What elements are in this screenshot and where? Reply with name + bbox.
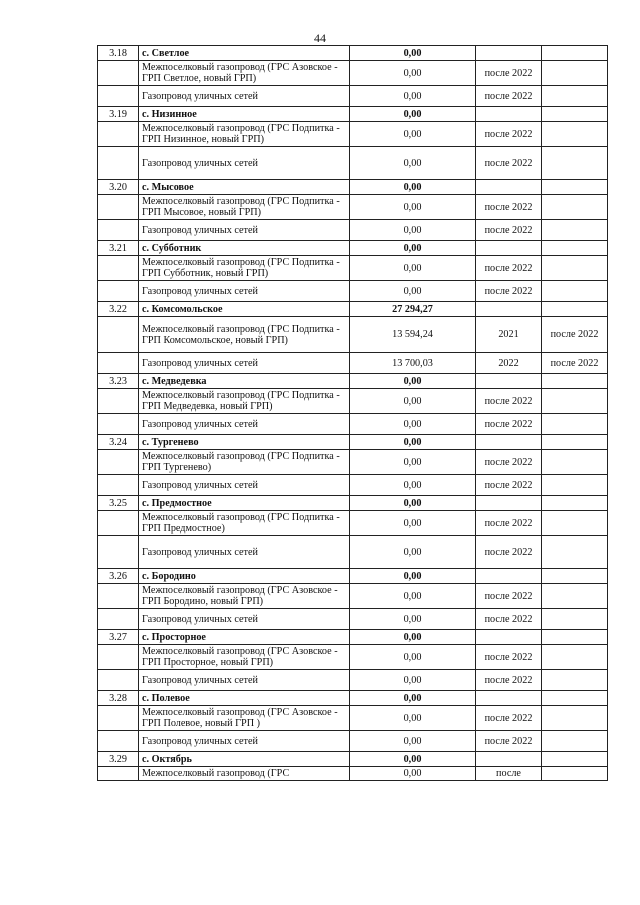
table-row bbox=[98, 536, 608, 569]
year-cell bbox=[542, 46, 608, 61]
year-cell: после 2022 bbox=[476, 536, 542, 569]
amount-cell: 0,00 bbox=[350, 374, 476, 389]
year-cell: после 2022 bbox=[476, 450, 542, 475]
table-row bbox=[98, 706, 608, 731]
year-cell bbox=[476, 374, 542, 389]
year-cell: после 2022 bbox=[476, 731, 542, 752]
table-row bbox=[98, 220, 608, 241]
object-name-cell: с. Тургенево bbox=[139, 435, 350, 450]
year-cell: после 2022 bbox=[476, 281, 542, 302]
year-cell: после 2022 bbox=[476, 86, 542, 107]
year-cell bbox=[476, 180, 542, 195]
row-number-cell bbox=[98, 645, 139, 670]
row-number-cell bbox=[98, 389, 139, 414]
amount-cell: 0,00 bbox=[350, 706, 476, 731]
year-cell bbox=[542, 374, 608, 389]
row-number-cell: 3.20 bbox=[98, 180, 139, 195]
settlement-header-row bbox=[98, 302, 608, 317]
year-cell: после 2022 bbox=[542, 353, 608, 374]
year-cell: после 2022 bbox=[476, 584, 542, 609]
amount-cell: 0,00 bbox=[350, 86, 476, 107]
row-number-cell: 3.25 bbox=[98, 496, 139, 511]
year-cell: после 2022 bbox=[476, 61, 542, 86]
row-number-cell bbox=[98, 61, 139, 86]
amount-cell: 0,00 bbox=[350, 414, 476, 435]
amount-cell: 27 294,27 bbox=[350, 302, 476, 317]
row-number-cell bbox=[98, 220, 139, 241]
year-cell bbox=[542, 691, 608, 706]
year-cell bbox=[542, 220, 608, 241]
year-cell bbox=[476, 241, 542, 256]
row-number-cell: 3.18 bbox=[98, 46, 139, 61]
year-cell bbox=[542, 752, 608, 767]
object-name-cell: Газопровод уличных сетей bbox=[139, 731, 350, 752]
amount-cell: 13 594,24 bbox=[350, 317, 476, 353]
amount-cell: 0,00 bbox=[350, 731, 476, 752]
year-cell bbox=[542, 389, 608, 414]
year-cell: после 2022 bbox=[476, 706, 542, 731]
object-name-cell: с. Мысовое bbox=[139, 180, 350, 195]
row-number-cell: 3.27 bbox=[98, 630, 139, 645]
amount-cell: 0,00 bbox=[350, 584, 476, 609]
year-cell: после 2022 bbox=[476, 511, 542, 536]
row-number-cell: 3.26 bbox=[98, 569, 139, 584]
amount-cell: 0,00 bbox=[350, 569, 476, 584]
row-number-cell bbox=[98, 147, 139, 180]
year-cell: после 2022 bbox=[476, 256, 542, 281]
object-name-cell: Газопровод уличных сетей bbox=[139, 475, 350, 496]
year-cell bbox=[542, 645, 608, 670]
year-cell: после 2022 bbox=[542, 317, 608, 353]
year-cell bbox=[476, 435, 542, 450]
object-name-cell: с. Бородино bbox=[139, 569, 350, 584]
row-number-cell bbox=[98, 317, 139, 353]
table-row bbox=[98, 195, 608, 220]
year-cell bbox=[542, 122, 608, 147]
year-cell bbox=[542, 511, 608, 536]
row-number-cell bbox=[98, 731, 139, 752]
object-name-cell: Газопровод уличных сетей bbox=[139, 281, 350, 302]
object-name-cell: с. Комсомольское bbox=[139, 302, 350, 317]
object-name-cell: Межпоселковый газопровод (ГРС bbox=[139, 767, 350, 781]
year-cell bbox=[542, 630, 608, 645]
amount-cell: 0,00 bbox=[350, 630, 476, 645]
amount-cell: 0,00 bbox=[350, 609, 476, 630]
row-number-cell bbox=[98, 475, 139, 496]
settlement-header-row bbox=[98, 496, 608, 511]
year-cell bbox=[476, 46, 542, 61]
row-number-cell bbox=[98, 767, 139, 781]
amount-cell: 0,00 bbox=[350, 256, 476, 281]
amount-cell: 0,00 bbox=[350, 195, 476, 220]
settlement-header-row bbox=[98, 569, 608, 584]
year-cell bbox=[542, 767, 608, 781]
year-cell: 2021 bbox=[476, 317, 542, 353]
row-number-cell bbox=[98, 195, 139, 220]
year-cell bbox=[542, 706, 608, 731]
table-row bbox=[98, 609, 608, 630]
object-name-cell: Газопровод уличных сетей bbox=[139, 147, 350, 180]
object-name-cell: Газопровод уличных сетей bbox=[139, 414, 350, 435]
table-row bbox=[98, 475, 608, 496]
year-cell: после 2022 bbox=[476, 195, 542, 220]
year-cell bbox=[476, 630, 542, 645]
row-number-cell bbox=[98, 281, 139, 302]
amount-cell: 0,00 bbox=[350, 122, 476, 147]
object-name-cell: Газопровод уличных сетей bbox=[139, 609, 350, 630]
table-row bbox=[98, 122, 608, 147]
year-cell bbox=[476, 691, 542, 706]
object-name-cell: с. Октябрь bbox=[139, 752, 350, 767]
row-number-cell bbox=[98, 706, 139, 731]
table-row bbox=[98, 584, 608, 609]
year-cell bbox=[542, 475, 608, 496]
object-name-cell: с. Низинное bbox=[139, 107, 350, 122]
table-body bbox=[98, 46, 608, 781]
object-name-cell: Газопровод уличных сетей bbox=[139, 86, 350, 107]
year-cell bbox=[542, 147, 608, 180]
amount-cell: 13 700,03 bbox=[350, 353, 476, 374]
object-name-cell: Межпоселковый газопровод (ГРС Подпитка - ГРП Тургенево) bbox=[139, 450, 350, 475]
year-cell bbox=[476, 569, 542, 584]
object-name-cell: Газопровод уличных сетей bbox=[139, 536, 350, 569]
object-name-cell: Межпоселковый газопровод (ГРС Подпитка - ГРП Низинное, новый ГРП) bbox=[139, 122, 350, 147]
year-cell: после 2022 bbox=[476, 645, 542, 670]
row-number-cell bbox=[98, 511, 139, 536]
table-row bbox=[98, 450, 608, 475]
amount-cell: 0,00 bbox=[350, 435, 476, 450]
amount-cell: 0,00 bbox=[350, 220, 476, 241]
table-row bbox=[98, 389, 608, 414]
table-row bbox=[98, 414, 608, 435]
settlement-header-row bbox=[98, 374, 608, 389]
row-number-cell bbox=[98, 670, 139, 691]
row-number-cell: 3.29 bbox=[98, 752, 139, 767]
settlement-header-row bbox=[98, 630, 608, 645]
amount-cell: 0,00 bbox=[350, 147, 476, 180]
row-number-cell bbox=[98, 122, 139, 147]
row-number-cell bbox=[98, 353, 139, 374]
table-row bbox=[98, 767, 608, 781]
year-cell bbox=[542, 670, 608, 691]
year-cell bbox=[542, 281, 608, 302]
row-number-cell bbox=[98, 536, 139, 569]
amount-cell: 0,00 bbox=[350, 61, 476, 86]
object-name-cell: Межпоселковый газопровод (ГРС Подпитка - ГРП Субботник, новый ГРП) bbox=[139, 256, 350, 281]
year-cell: 2022 bbox=[476, 353, 542, 374]
year-cell bbox=[542, 241, 608, 256]
table-row bbox=[98, 353, 608, 374]
amount-cell: 0,00 bbox=[350, 536, 476, 569]
amount-cell: 0,00 bbox=[350, 645, 476, 670]
object-name-cell: Межпоселковый газопровод (ГРС Подпитка - ГРП Мысовое, новый ГРП) bbox=[139, 195, 350, 220]
settlement-header-row bbox=[98, 180, 608, 195]
settlement-header-row bbox=[98, 107, 608, 122]
object-name-cell: Межпоселковый газопровод (ГРС Подпитка - ГРП Предмостное) bbox=[139, 511, 350, 536]
year-cell: после 2022 bbox=[476, 414, 542, 435]
year-cell bbox=[542, 569, 608, 584]
table-row bbox=[98, 147, 608, 180]
year-cell bbox=[476, 496, 542, 511]
amount-cell: 0,00 bbox=[350, 767, 476, 781]
amount-cell: 0,00 bbox=[350, 389, 476, 414]
amount-cell: 0,00 bbox=[350, 496, 476, 511]
table-row bbox=[98, 731, 608, 752]
year-cell bbox=[542, 536, 608, 569]
object-name-cell: Межпоселковый газопровод (ГРС Азовское - ГРП Просторное, новый ГРП) bbox=[139, 645, 350, 670]
object-name-cell: Газопровод уличных сетей bbox=[139, 353, 350, 374]
object-name-cell: с. Полевое bbox=[139, 691, 350, 706]
year-cell bbox=[542, 496, 608, 511]
year-cell bbox=[542, 584, 608, 609]
settlement-header-row bbox=[98, 241, 608, 256]
year-cell: после 2022 bbox=[476, 220, 542, 241]
table-row bbox=[98, 317, 608, 353]
table-row bbox=[98, 645, 608, 670]
object-name-cell: Межпоселковый газопровод (ГРС Азовское - ГРП Бородино, новый ГРП) bbox=[139, 584, 350, 609]
row-number-cell: 3.19 bbox=[98, 107, 139, 122]
amount-cell: 0,00 bbox=[350, 180, 476, 195]
object-name-cell: Межпоселковый газопровод (ГРС Азовское - ГРП Полевое, новый ГРП ) bbox=[139, 706, 350, 731]
object-name-cell: Межпоселковый газопровод (ГРС Азовское - ГРП Светлое, новый ГРП) bbox=[139, 61, 350, 86]
year-cell: после 2022 bbox=[476, 670, 542, 691]
object-name-cell: с. Светлое bbox=[139, 46, 350, 61]
year-cell: после 2022 bbox=[476, 389, 542, 414]
settlement-header-row bbox=[98, 435, 608, 450]
object-name-cell: Межпоселковый газопровод (ГРС Подпитка - ГРП Медведевка, новый ГРП) bbox=[139, 389, 350, 414]
row-number-cell: 3.22 bbox=[98, 302, 139, 317]
amount-cell: 0,00 bbox=[350, 46, 476, 61]
object-name-cell: Межпоселковый газопровод (ГРС Подпитка - ГРП Комсомольское, новый ГРП) bbox=[139, 317, 350, 353]
year-cell: после 2022 bbox=[476, 147, 542, 180]
object-name-cell: Газопровод уличных сетей bbox=[139, 220, 350, 241]
gas-pipeline-table bbox=[97, 45, 608, 781]
year-cell bbox=[476, 302, 542, 317]
table-row bbox=[98, 86, 608, 107]
year-cell bbox=[476, 107, 542, 122]
settlement-header-row bbox=[98, 46, 608, 61]
year-cell bbox=[542, 107, 608, 122]
amount-cell: 0,00 bbox=[350, 281, 476, 302]
amount-cell: 0,00 bbox=[350, 450, 476, 475]
object-name-cell: с. Субботник bbox=[139, 241, 350, 256]
amount-cell: 0,00 bbox=[350, 475, 476, 496]
row-number-cell bbox=[98, 256, 139, 281]
year-cell: после 2022 bbox=[476, 475, 542, 496]
year-cell bbox=[542, 86, 608, 107]
year-cell bbox=[542, 609, 608, 630]
table-row bbox=[98, 670, 608, 691]
row-number-cell: 3.24 bbox=[98, 435, 139, 450]
year-cell bbox=[542, 435, 608, 450]
year-cell bbox=[476, 752, 542, 767]
row-number-cell: 3.21 bbox=[98, 241, 139, 256]
object-name-cell: с. Медведевка bbox=[139, 374, 350, 389]
object-name-cell: Газопровод уличных сетей bbox=[139, 670, 350, 691]
year-cell bbox=[542, 256, 608, 281]
year-cell bbox=[542, 61, 608, 86]
table-row bbox=[98, 61, 608, 86]
row-number-cell bbox=[98, 450, 139, 475]
row-number-cell: 3.23 bbox=[98, 374, 139, 389]
row-number-cell bbox=[98, 609, 139, 630]
year-cell bbox=[542, 731, 608, 752]
row-number-cell bbox=[98, 414, 139, 435]
year-cell: после 2022 bbox=[476, 609, 542, 630]
object-name-cell: с. Предмостное bbox=[139, 496, 350, 511]
year-cell: после 2022 bbox=[476, 122, 542, 147]
amount-cell: 0,00 bbox=[350, 752, 476, 767]
amount-cell: 0,00 bbox=[350, 107, 476, 122]
year-cell bbox=[542, 302, 608, 317]
year-cell bbox=[542, 180, 608, 195]
settlement-header-row bbox=[98, 691, 608, 706]
amount-cell: 0,00 bbox=[350, 511, 476, 536]
amount-cell: 0,00 bbox=[350, 691, 476, 706]
page-number: 44 bbox=[314, 31, 326, 45]
table-row bbox=[98, 511, 608, 536]
amount-cell: 0,00 bbox=[350, 241, 476, 256]
amount-cell: 0,00 bbox=[350, 670, 476, 691]
object-name-cell: с. Просторное bbox=[139, 630, 350, 645]
year-cell: после bbox=[476, 767, 542, 781]
table-row bbox=[98, 281, 608, 302]
table-row bbox=[98, 256, 608, 281]
row-number-cell bbox=[98, 584, 139, 609]
row-number-cell bbox=[98, 86, 139, 107]
year-cell bbox=[542, 450, 608, 475]
year-cell bbox=[542, 414, 608, 435]
settlement-header-row bbox=[98, 752, 608, 767]
year-cell bbox=[542, 195, 608, 220]
row-number-cell: 3.28 bbox=[98, 691, 139, 706]
